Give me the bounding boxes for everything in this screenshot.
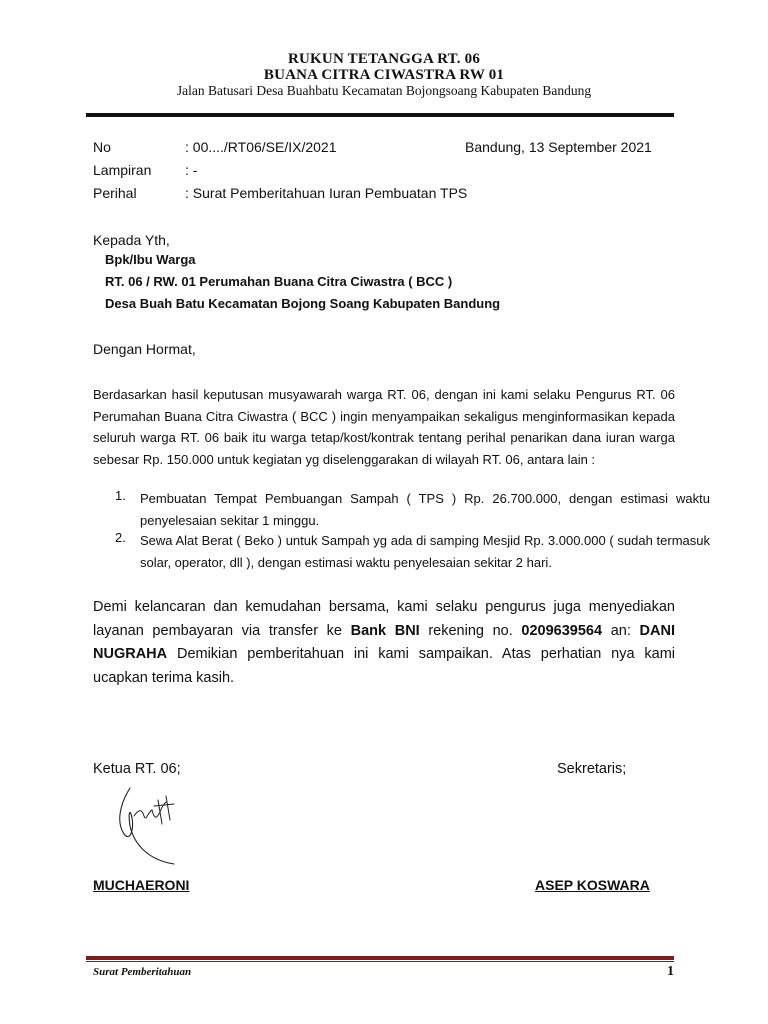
list-item: Sewa Alat Berat ( Beko ) untuk Sampah yg ada di samping Mesjid Rp. 3.000.000 ( sudah termasuk solar, operator, dll ), dengan estimasi waktu penyelesaian sekitar 2 hari. [140,533,710,570]
list-item-number: 1. [115,488,126,503]
left-signer-name: MUCHAERONI [93,877,190,893]
letterhead-address: Jalan Batusari Desa Buahbatu Kecamatan Bojongsoang Kabupaten Bandung [176,83,592,98]
no-label: No [93,139,111,155]
list-item: Pembuatan Tempat Pembuangan Sampah ( TPS ) Rp. 26.700.000, dengan estimasi waktu penyelesaian sekitar 1 minggu. [140,491,710,528]
list-item-number: 2. [115,530,126,545]
left-signer-role: Ketua RT. 06; [93,761,181,777]
handwritten-signature [108,782,188,866]
closing-text-2: rekening no. [419,622,522,639]
lampiran-label: Lampiran [93,162,152,178]
recipient-line-1: Bpk/Ibu Warga [105,252,196,267]
footer-title: Surat Pemberitahuan [93,966,192,978]
footer-divider [86,956,674,960]
body-paragraph: Berdasarkan hasil keputusan musyawarah warga RT. 06, dengan ini kami selaku Pengurus RT. 06 Perumahan Buana Citra Ciwastra ( BCC ) ingin menyampaikan sekaligus menginformasikan kepada seluruh warga RT. 06 baik itu warga tetap/kost/kontrak tentang perihal penarikan dana iuran warga sebesar Rp. 150.000 untuk kegiatan yg diselenggarakan di wilayah RT. 06, antara lain : [93,387,675,467]
closing-text-4: Demikian pemberitahuan ini kami sampaikan. Atas perhatian nya kami ucapkan terima kasih. [93,646,675,686]
right-signer-role: Sekretaris; [557,761,627,777]
no-value: : 00..../RT06/SE/IX/2021 [185,139,337,155]
salutation: Dengan Hormat, [93,341,196,357]
recipient-line-3: Desa Buah Batu Kecamatan Bojong Soang Kabupaten Bandung [105,296,501,311]
lampiran-value: : - [185,162,198,178]
right-signer-name: ASEP KOSWARA [535,877,650,893]
perihal-label: Perihal [93,185,137,201]
account-number: 0209639564 [521,622,603,639]
recipient-greeting: Kepada Yth, [93,232,170,248]
letterhead-divider [86,113,674,117]
footer-divider-thin [86,961,674,962]
page-number: 1 [667,964,674,979]
bank-name: Bank BNI [350,622,420,639]
closing-text-3: an: [602,622,640,639]
closing-paragraph [93,596,675,690]
letterhead-title: RUKUN TETANGGA RT. 06 [287,51,481,67]
perihal-value: : Surat Pemberitahuan Iuran Pembuatan TPS [185,185,468,201]
letterhead-subtitle: BUANA CITRA CIWASTRA RW 01 [263,67,505,83]
closing-text-1: Demi kelancaran dan kemudahan bersama, kami selaku pengurus juga menyediakan layanan pembayaran via transfer ke [93,599,675,639]
recipient-line-2: RT. 06 / RW. 01 Perumahan Buana Citra Ciwastra ( BCC ) [105,274,453,289]
account-name: DANI NUGRAHA [93,622,675,662]
letter-date: Bandung, 13 September 2021 [465,139,652,155]
